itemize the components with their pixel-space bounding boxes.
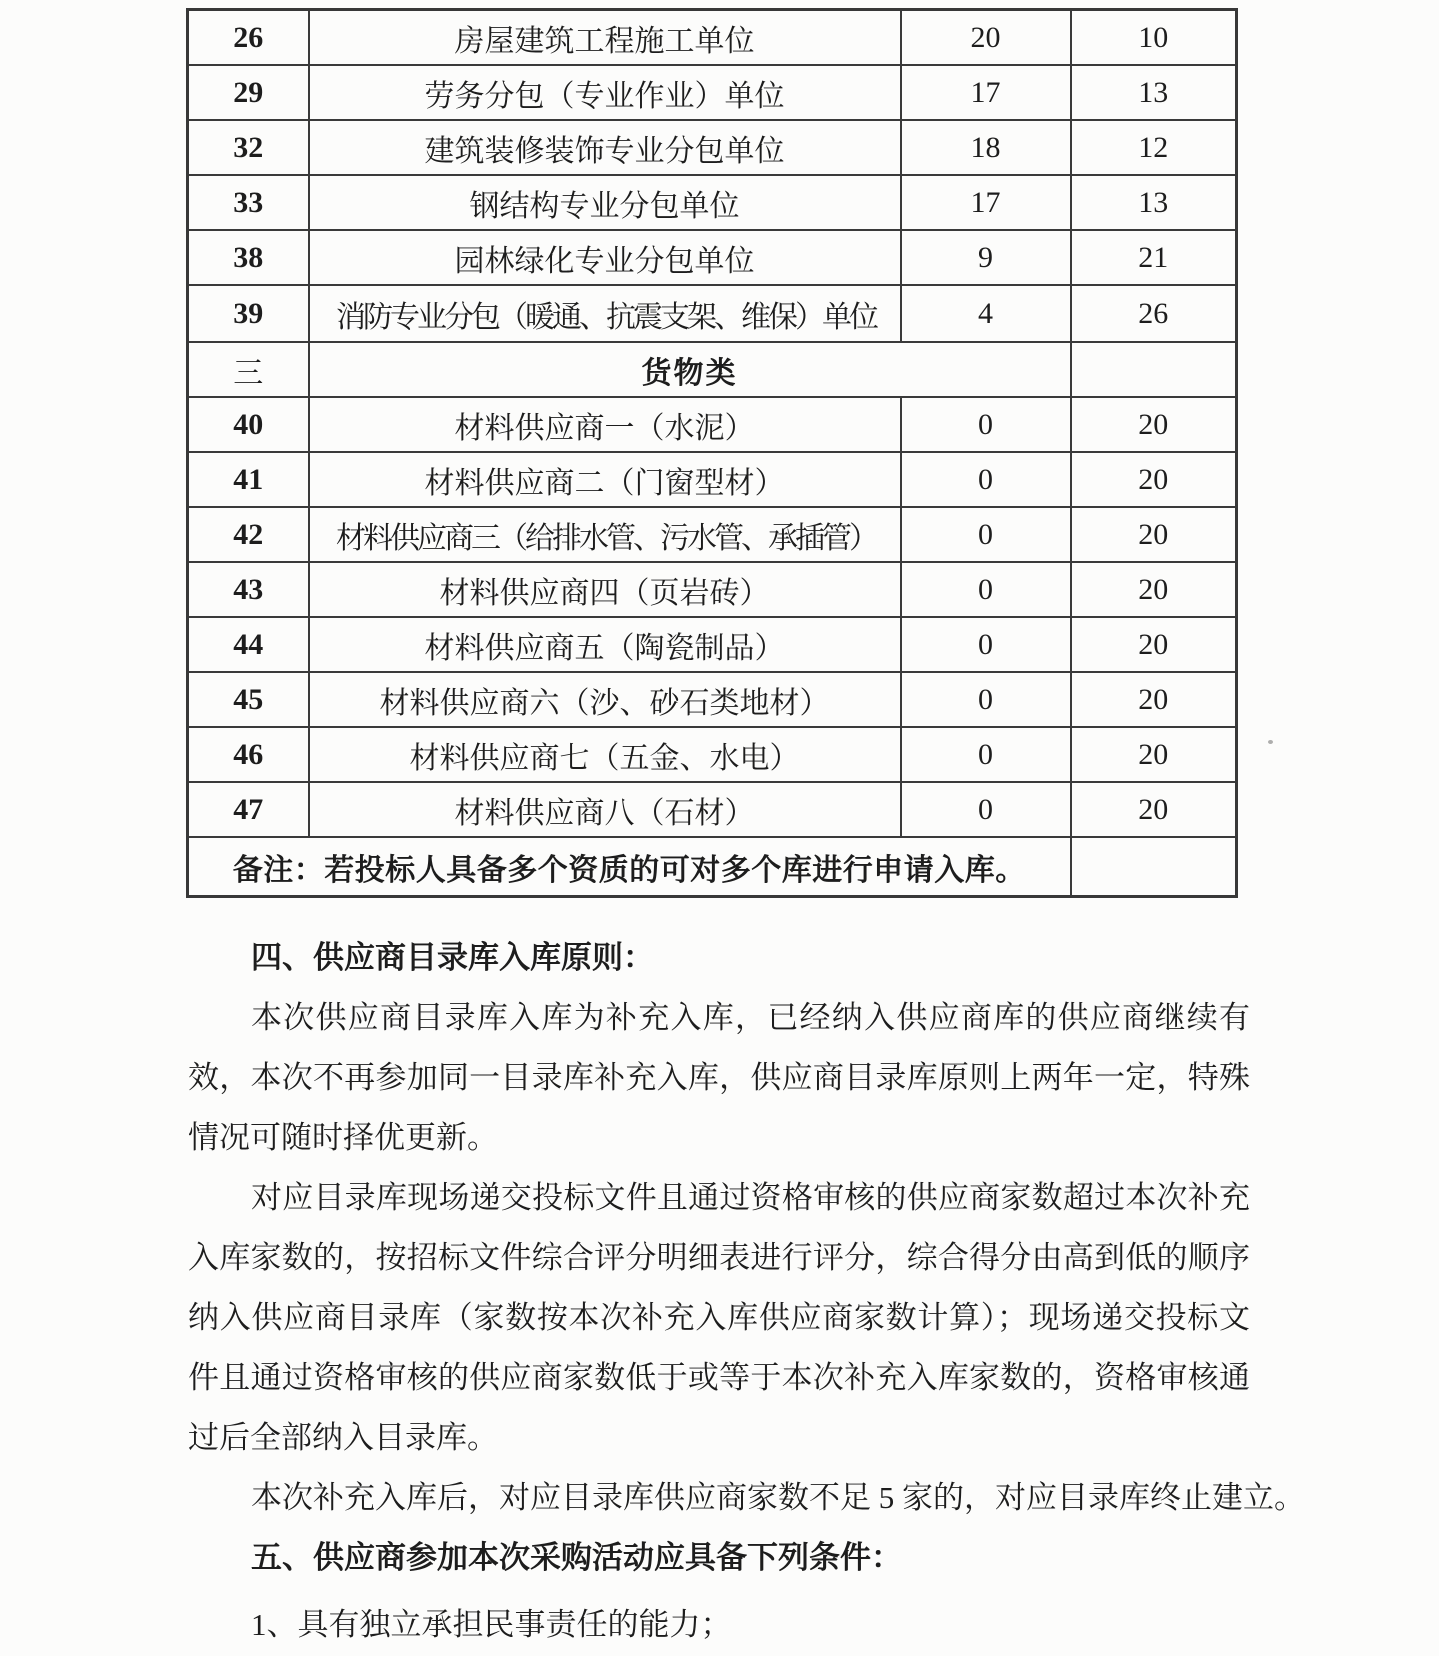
row-number-cell: 47 xyxy=(188,782,309,837)
remark-row xyxy=(188,837,1237,897)
table-row xyxy=(188,175,1237,230)
row-number-cell: 38 xyxy=(188,230,309,285)
value1-cell: 0 xyxy=(901,782,1071,837)
row-number-cell: 45 xyxy=(188,672,309,727)
row-number-cell: 44 xyxy=(188,617,309,672)
supplier-name-cell: 材料供应商七（五金、水电） xyxy=(309,727,901,782)
scan-speck xyxy=(1268,740,1273,744)
section4-paragraph-1: 本次供应商目录库入库为补充入库，已经纳入供应商库的供应商继续有效，本次不再参加同一目录库补充入库，供应商目录库原则上两年一定，特殊情况可随时择优更新。 xyxy=(188,1000,1250,1155)
supplier-name-cell: 材料供应商六（沙、砂石类地材） xyxy=(309,672,901,727)
section5-heading: 五、供应商参加本次采购活动应具备下列条件： xyxy=(251,1540,902,1575)
value2-cell: 20 xyxy=(1071,672,1237,727)
value1-cell: 4 xyxy=(901,285,1071,342)
section-title-cell: 货物类 xyxy=(309,342,1071,397)
value2-cell: 20 xyxy=(1071,727,1237,782)
value2-cell: 20 xyxy=(1071,452,1237,507)
table-row xyxy=(188,507,1237,562)
supplier-name-cell: 房屋建筑工程施工单位 xyxy=(309,10,901,66)
value2-cell: 20 xyxy=(1071,782,1237,837)
row-number-cell: 32 xyxy=(188,120,309,175)
row-number-cell: 40 xyxy=(188,397,309,452)
section4-paragraph-2: 对应目录库现场递交投标文件且通过资格审核的供应商家数超过本次补充入库家数的，按招标文件综合评分明细表进行评分，综合得分由高到低的顺序纳入供应商目录库（家数按本次补充入库供应商家数计算）；现场递交投标文件且通过资格审核的供应商家数低于或等于本次补充入库家数的，资格审核通过后全部纳入目录库。 xyxy=(188,1180,1250,1455)
supplier-name-cell: 消防专业分包（暖通、抗震支架、维保）单位 xyxy=(309,285,901,342)
supplier-name-cell: 劳务分包（专业作业）单位 xyxy=(309,65,901,120)
supplier-name-cell: 材料供应商五（陶瓷制品） xyxy=(309,617,901,672)
empty-cell xyxy=(1071,837,1237,897)
condition-item-1: 1、具有独立承担民事责任的能力； xyxy=(251,1607,732,1642)
table-row xyxy=(188,672,1237,727)
value1-cell: 0 xyxy=(901,727,1071,782)
value2-cell: 10 xyxy=(1071,10,1237,66)
supplier-name-cell: 材料供应商四（页岩砖） xyxy=(309,562,901,617)
row-number-cell: 39 xyxy=(188,285,309,342)
value2-cell: 12 xyxy=(1071,120,1237,175)
value2-cell: 20 xyxy=(1071,617,1237,672)
value2-cell: 20 xyxy=(1071,397,1237,452)
value1-cell: 20 xyxy=(901,10,1071,66)
value2-cell: 20 xyxy=(1071,562,1237,617)
supplier-name-cell: 材料供应商八（石材） xyxy=(309,782,901,837)
value1-cell: 0 xyxy=(901,507,1071,562)
body-text xyxy=(188,928,1305,1655)
value1-cell: 0 xyxy=(901,672,1071,727)
table-row xyxy=(188,617,1237,672)
row-number-cell: 33 xyxy=(188,175,309,230)
row-number-cell: 29 xyxy=(188,65,309,120)
value2-cell: 13 xyxy=(1071,65,1237,120)
section4-heading: 四、供应商目录库入库原则： xyxy=(251,940,654,975)
value2-cell: 13 xyxy=(1071,175,1237,230)
table-row xyxy=(188,65,1237,120)
value1-cell: 0 xyxy=(901,397,1071,452)
value1-cell: 17 xyxy=(901,175,1071,230)
value1-cell: 9 xyxy=(901,230,1071,285)
value1-cell: 17 xyxy=(901,65,1071,120)
row-number-cell: 26 xyxy=(188,10,309,66)
value1-cell: 0 xyxy=(901,617,1071,672)
supplier-name-cell: 园林绿化专业分包单位 xyxy=(309,230,901,285)
section-number-cell: 三 xyxy=(188,342,309,397)
section-header-row xyxy=(188,342,1237,397)
table-row xyxy=(188,397,1237,452)
supplier-name-cell: 钢结构专业分包单位 xyxy=(309,175,901,230)
table-row xyxy=(188,120,1237,175)
empty-cell xyxy=(1071,342,1237,397)
row-number-cell: 46 xyxy=(188,727,309,782)
table-row xyxy=(188,782,1237,837)
value2-cell: 21 xyxy=(1071,230,1237,285)
value2-cell: 20 xyxy=(1071,507,1237,562)
row-number-cell: 43 xyxy=(188,562,309,617)
row-number-cell: 42 xyxy=(188,507,309,562)
value1-cell: 0 xyxy=(901,452,1071,507)
table-row xyxy=(188,285,1237,342)
value1-cell: 18 xyxy=(901,120,1071,175)
row-number-cell: 41 xyxy=(188,452,309,507)
value1-cell: 0 xyxy=(901,562,1071,617)
table-row xyxy=(188,562,1237,617)
supplier-name-cell: 材料供应商三（给排水管、污水管、承插管） xyxy=(309,507,901,562)
supplier-name-cell: 材料供应商二（门窗型材） xyxy=(309,452,901,507)
remark-cell: 备注：若投标人具备多个资质的可对多个库进行申请入库。 xyxy=(188,837,1071,897)
table-row xyxy=(188,10,1237,66)
table-row xyxy=(188,230,1237,285)
section4-paragraph-3: 本次补充入库后，对应目录库供应商家数不足 5 家的，对应目录库终止建立。 xyxy=(251,1480,1305,1515)
supplier-name-cell: 建筑装修装饰专业分包单位 xyxy=(309,120,901,175)
table-row xyxy=(188,452,1237,507)
table-row xyxy=(188,727,1237,782)
supplier-catalog-table xyxy=(186,8,1238,898)
supplier-name-cell: 材料供应商一（水泥） xyxy=(309,397,901,452)
value2-cell: 26 xyxy=(1071,285,1237,342)
